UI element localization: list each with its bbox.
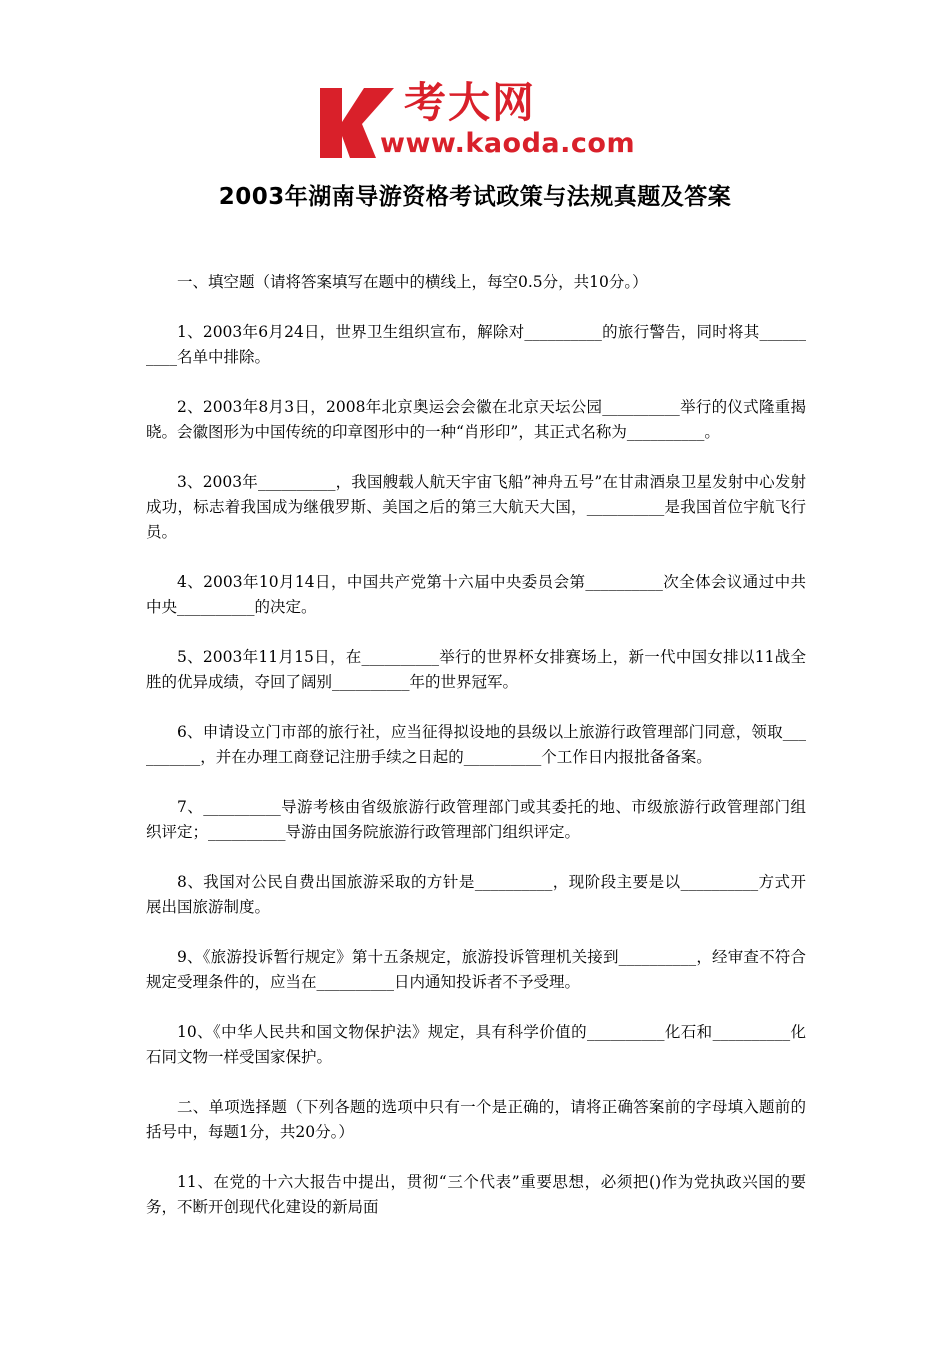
logo-url-text: www.kaoda.com (380, 128, 636, 159)
question-7: 7、__________导游考核由省级旅游行政管理部门或其委托的地、市级旅游行政管理部门组织评定；__________导游由国务院旅游行政管理部门组织评定。 (146, 798, 806, 841)
logo-brand-text: 考大网 (404, 78, 537, 127)
document-title: 2003年湖南导游资格考试政策与法规真题及答案 (218, 184, 732, 210)
question-8: 8、我国对公民自费出国旅游采取的方针是__________，现阶段主要是以__________方式开展出国旅游制度。 (146, 873, 806, 916)
question-10: 10、《中华人民共和国文物保护法》规定，具有科学价值的__________化石和__________化石同文物一样受国家保护。 (146, 1023, 806, 1066)
question-6: 6、申请设立门市部的旅行社，应当征得拟设地的县级以上旅游行政管理部门同意，领取__________，并在办理工商登记注册手续之日起的__________个工作日内报批备备案。 (146, 723, 806, 766)
question-1: 1、2003年6月24日，世界卫生组织宣布，解除对__________的旅行警告，同时将其__________名单中排除。 (146, 323, 806, 366)
question-5: 5、2003年11月15日，在__________举行的世界杯女排赛场上，新一代中国女排以11战全胜的优异成绩，夺回了阔别__________年的世界冠军。 (146, 648, 806, 691)
question-3: 3、2003年__________，我国艘载人航天宇宙飞船”神舟五号”在甘肃酒泉卫星发射中心发射成功，标志着我国成为继俄罗斯、美国之后的第三大航天大国，__________是我国首位宇航飞行员。 (146, 473, 806, 541)
question-2: 2、2003年8月3日，2008年北京奥运会会徽在北京天坛公园__________举行的仪式隆重揭晓。会徽图形为中国传统的印章图形中的一种“肖形印”，其正式名称为__________。 (146, 398, 806, 441)
section-heading-single-choice: 二、单项选择题（下列各题的选项中只有一个是正确的，请将正确答案前的字母填入题前的括号中，每题1分，共20分。） (146, 1098, 806, 1141)
document-body (146, 270, 806, 1245)
question-4: 4、2003年10月14日，中国共产党第十六届中央委员会第__________次全体会议通过中共中央__________的决定。 (146, 573, 806, 616)
question-9: 9、《旅游投诉暂行规定》第十五条规定，旅游投诉管理机关接到__________，经审查不符合规定受理条件的，应当在__________日内通知投诉者不予受理。 (146, 948, 806, 991)
kaoda-logo[interactable] (316, 80, 646, 162)
section-heading-fill-blank: 一、填空题（请将答案填写在题中的横线上，每空0.5分，共10分。） (177, 273, 648, 291)
question-11: 11、在党的十六大报告中提出，贯彻“三个代表”重要思想，必须把()作为党执政兴国的要务，不断开创现代化建设的新局面 (146, 1173, 806, 1216)
